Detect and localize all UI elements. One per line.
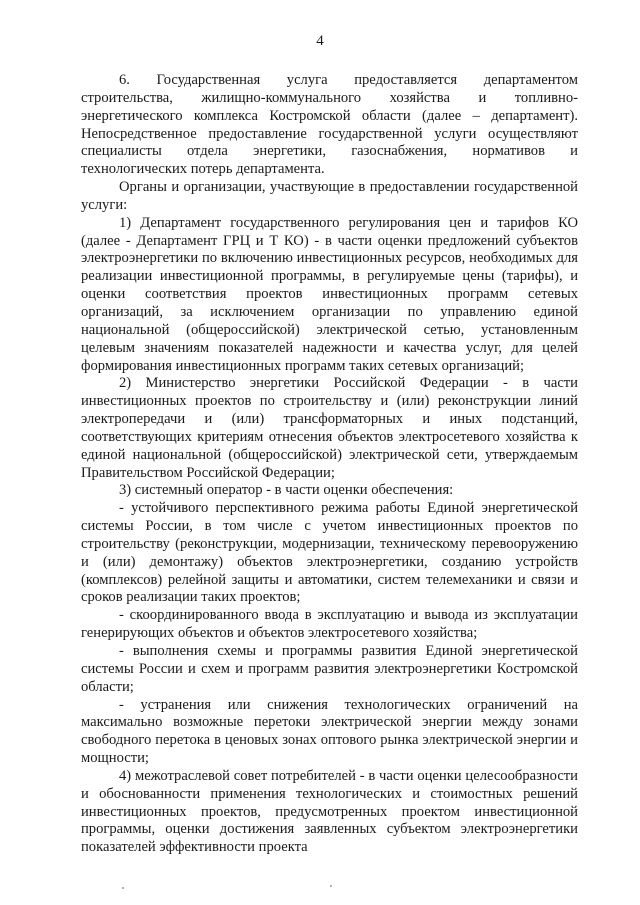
paragraph-item-1: 1) Департамент государственного регулирования цен и тарифов КО (далее - Департамент ГРЦ и Т КО) - в части оценки предложений субъектов электроэнергетики по включению инвестиционных ресурсов, необходимых для реализации инвестиционной программы, в регулируемые цены (тарифы), и оценки соответствия проектов инвестиционных программ сетевых организаций, за исключением организации по управлению единой национальной (общероссийской) электрической сетью, установленным целевым значениям показателей надежности и качества услуг, для целей формирования инвестиционных программ таких сетевых организаций; <box>81 214 578 374</box>
paragraph-item-3: 3) системный оператор - в части оценки обеспечения: <box>119 482 454 499</box>
page-number: 4 <box>316 33 324 49</box>
paragraph-item-3-dash-2: - скоординированного ввода в эксплуатацию и вывода из эксплуатации генерирующих объектов и объектов электросетевого хозяйства; <box>81 607 578 642</box>
paragraph-item-2: 2) Министерство энергетики Российской Федерации - в части инвестиционных проектов по строительству и (или) реконструкции линий электропередачи и (или) трансформаторных и иных подстанций, соответствующих критериям отнесения объектов электросетевого хозяйства к единой национальной (общероссийской) электрической сети, утверждаемым Правительством Российской Федерации; <box>81 375 578 481</box>
paragraph-item-3-dash-4: - устранения или снижения технологических ограничений на максимально возможные перетоки электрической энергии между зонами свободного перетока в ценовых зонах оптового рынка электрической энергии и мощности; <box>81 696 578 767</box>
paragraph-item-4: 4) межотраслевой совет потребителей - в части оценки целесообразности и обоснованности применения технологических и стоимостных решений инвестиционных проектов, предусмотренных проектом инвестиционной программы, оценки достижения заявленных субъектом электроэнергетики показателей эффективности проекта <box>81 767 578 856</box>
paragraph-participants-intro: Органы и организации, участвующие в предоставлении государственной услуги: <box>81 179 578 213</box>
scan-speck <box>122 887 124 889</box>
scan-speck <box>330 885 332 887</box>
paragraph-6-provider: 6. Государственная услуга предоставляется департаментом строительства, жилищно-коммунального хозяйства и топливно-энергетического комплекса Костромской области (далее – департамент). Непосредственное предоставление государственной услуги осуществляют специалисты отдела энергетики, газоснабжения, нормативов и технологических потерь департамента. <box>81 72 578 178</box>
paragraph-item-3-dash-3: - выполнения схемы и программы развития Единой энергетической системы России и схем и программ развития электроэнергетики Костромской области; <box>81 643 578 695</box>
document-body <box>81 72 578 857</box>
paragraph-item-3-dash-1: - устойчивого перспективного режима работы Единой энергетической системы России, в том числе с учетом инвестиционных проектов по строительству (реконструкции, модернизации, техническому перевооружению и (или) демонтажу) объектов электроэнергетики, созданию устройств (комплексов) релейной защиты и автоматики, систем телемеханики и связи и сроков реализации таких проектов; <box>81 500 578 606</box>
